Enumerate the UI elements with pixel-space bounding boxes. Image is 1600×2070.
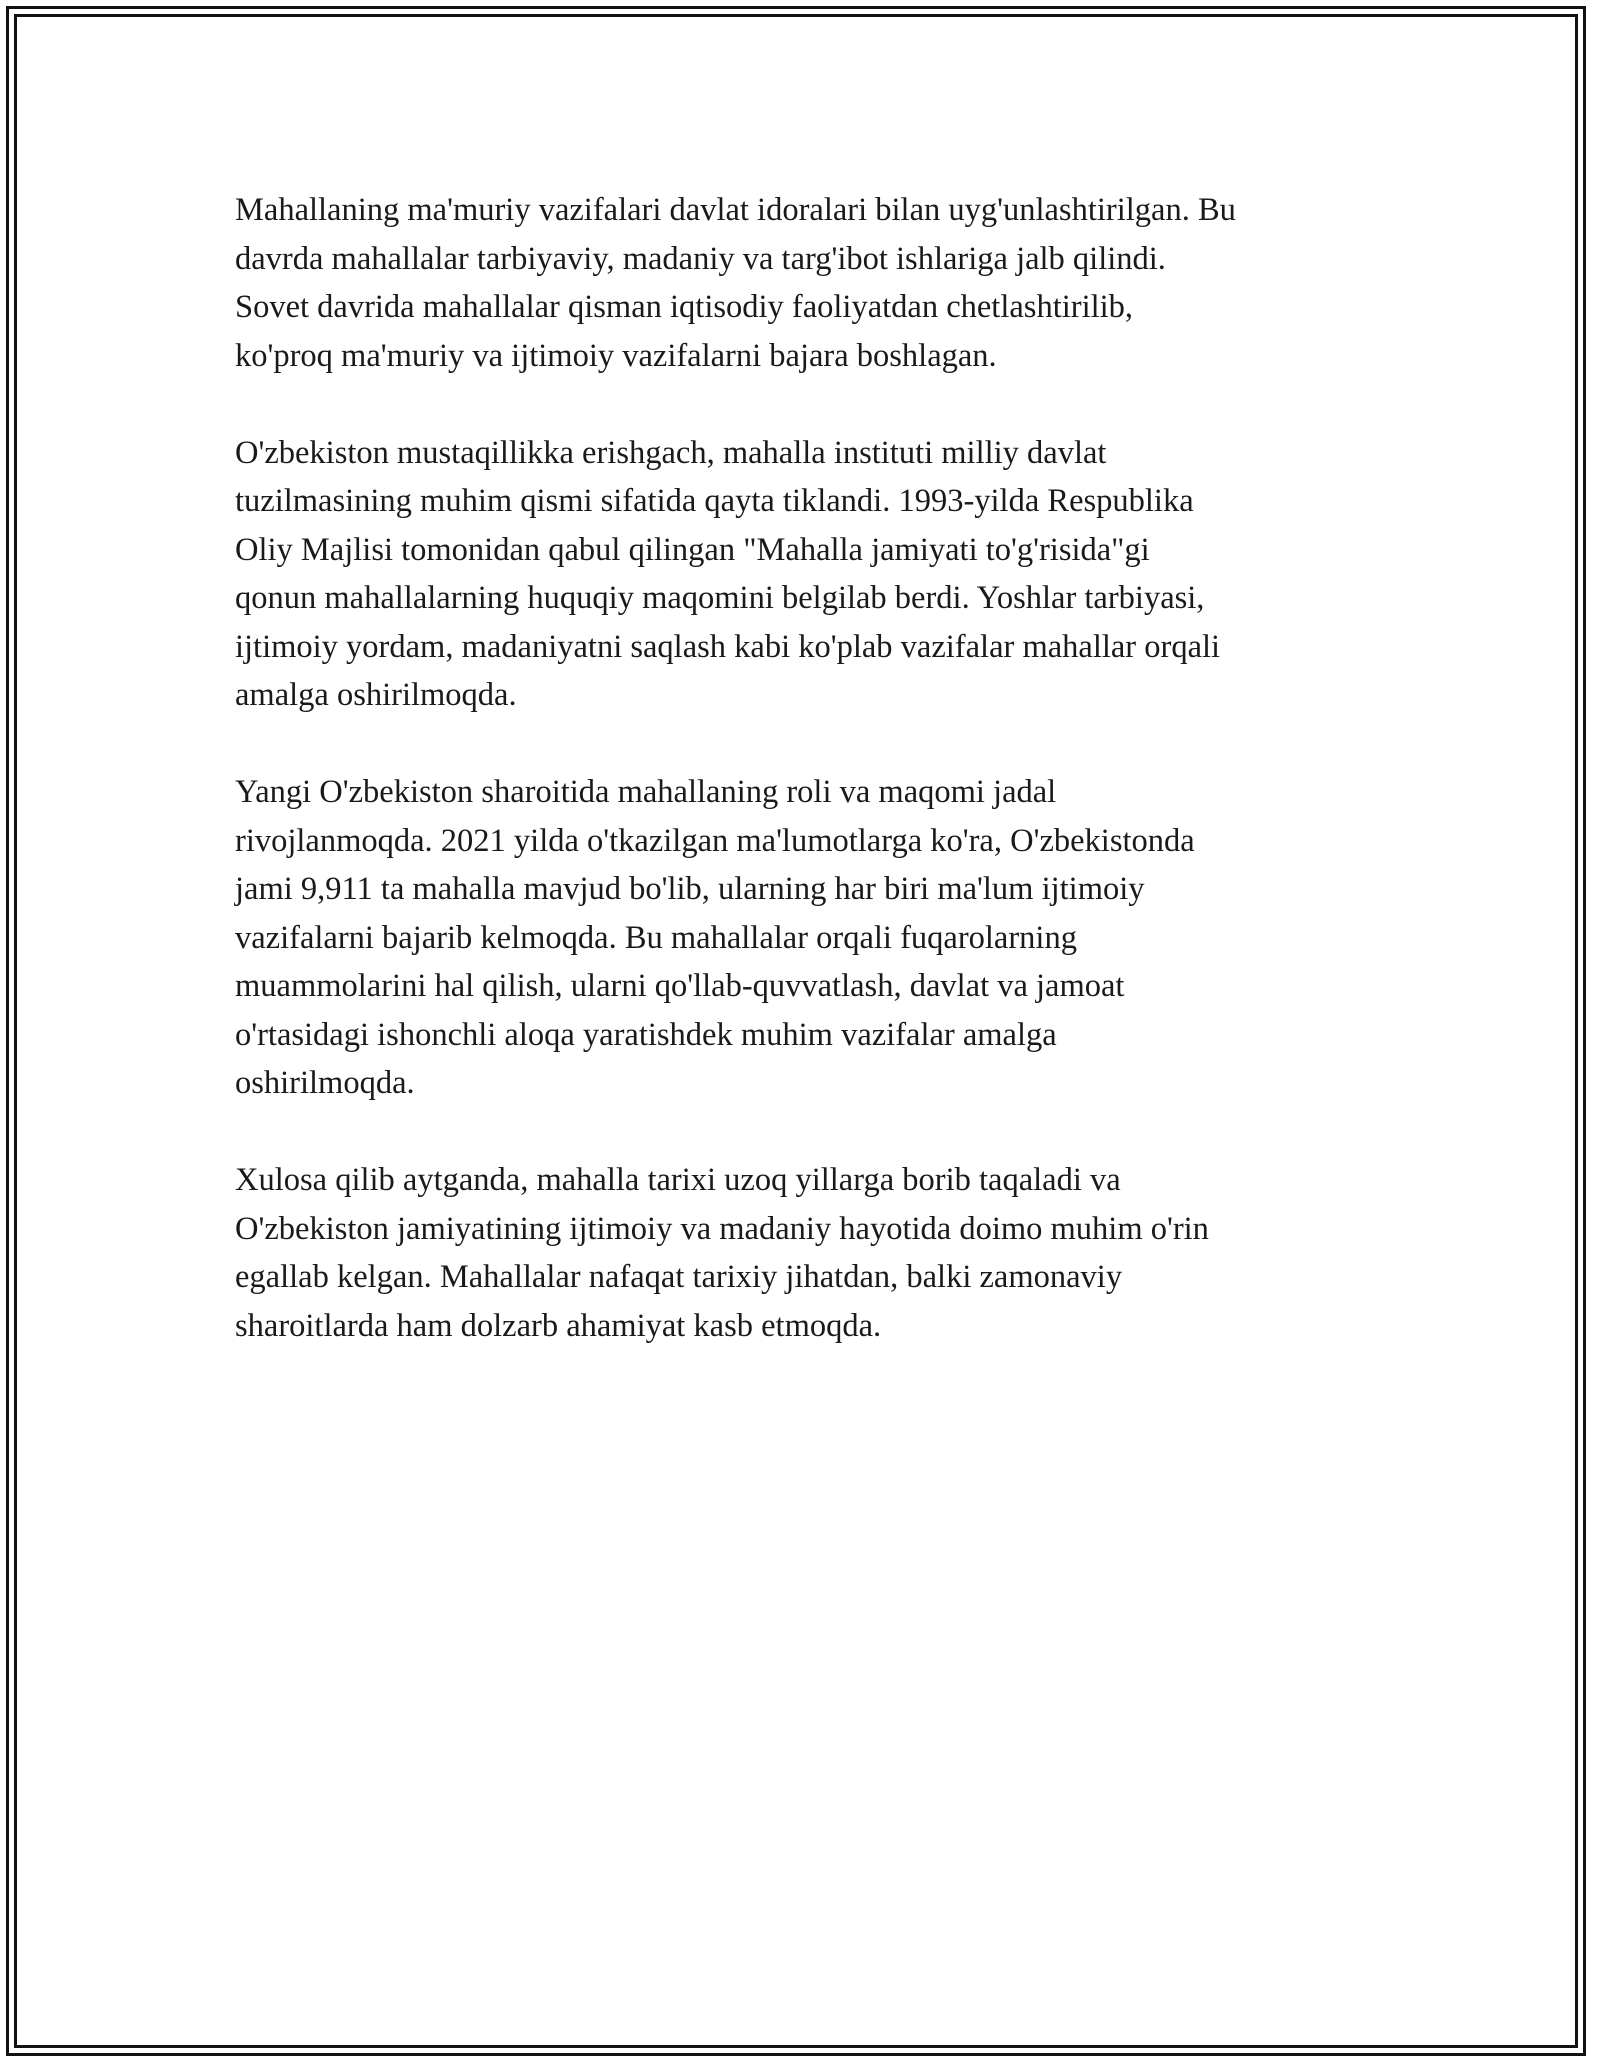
text-line: sharoitlarda ham dolzarb ahamiyat kasb etmoqda. (235, 1307, 882, 1344)
text-line: tuzilmasining muhim qismi sifatida qayta tiklandi. 1993-yilda Respublika (235, 483, 1194, 519)
text-line: amalga oshirilmoqda. (235, 677, 517, 713)
paragraph-soviet-era (235, 186, 1365, 380)
text-line: O'zbekiston mustaqillikka erishgach, mahalla instituti milliy davlat (235, 434, 1107, 471)
paragraph-conclusion (235, 1156, 1365, 1350)
text-line: rivojlanmoqda. 2021 yilda o'tkazilgan ma'lumotlarga ko'ra, O'zbekistonda (235, 822, 1195, 859)
text-line: qonun mahallalarning huquqiy maqomini belgilab berdi. Yoshlar tarbiyasi, (235, 580, 1205, 616)
text-line: ijtimoiy yordam, madaniyatni saqlash kabi ko'plab vazifalar mahallar orqali (235, 628, 1221, 665)
text-line: Oliy Majlisi tomonidan qabul qilingan "Mahalla jamiyati to'g'risida"gi (235, 531, 1150, 568)
text-line: egallab kelgan. Mahallalar nafaqat tarixiy jihatdan, balki zamonaviy (235, 1259, 1123, 1295)
text-line: Yangi O'zbekiston sharoitida mahallaning roli va maqomi jadal (235, 774, 1057, 810)
paragraph-independence (235, 429, 1365, 720)
text-line: ko'proq ma'muriy va ijtimoiy vazifalarni bajara boshlagan. (235, 337, 997, 374)
text-line: davrda mahallalar tarbiyaviy, madaniy va targ'ibot ishlariga jalb qilindi. (235, 240, 1166, 277)
document-body (235, 186, 1365, 1399)
paragraph-new-uzbekistan (235, 768, 1365, 1108)
text-line: Sovet davrida mahallalar qisman iqtisodiy faoliyatdan chetlashtirilib, (235, 289, 1134, 325)
text-line: Mahallaning ma'muriy vazifalari davlat idoralari bilan uyg'unlashtirilgan. Bu (235, 192, 1236, 228)
text-line: o'rtasidagi ishonchli aloqa yaratishdek muhim vazifalar amalga (235, 1016, 1057, 1053)
text-line: Xulosa qilib aytganda, mahalla tarixi uzoq yillarga borib taqaladi va (235, 1162, 1121, 1198)
text-line: jami 9,911 ta mahalla mavjud bo'lib, ularning har biri ma'lum ijtimoiy (235, 871, 1145, 907)
text-line: oshirilmoqda. (235, 1065, 415, 1101)
text-line: muammolarini hal qilish, ularni qo'llab-quvvatlash, davlat va jamoat (235, 968, 1125, 1004)
text-line: vazifalarni bajarib kelmoqda. Bu mahallalar orqali fuqarolarning (235, 919, 1077, 956)
text-line: O'zbekiston jamiyatining ijtimoiy va madaniy hayotida doimo muhim o'rin (235, 1210, 1209, 1247)
